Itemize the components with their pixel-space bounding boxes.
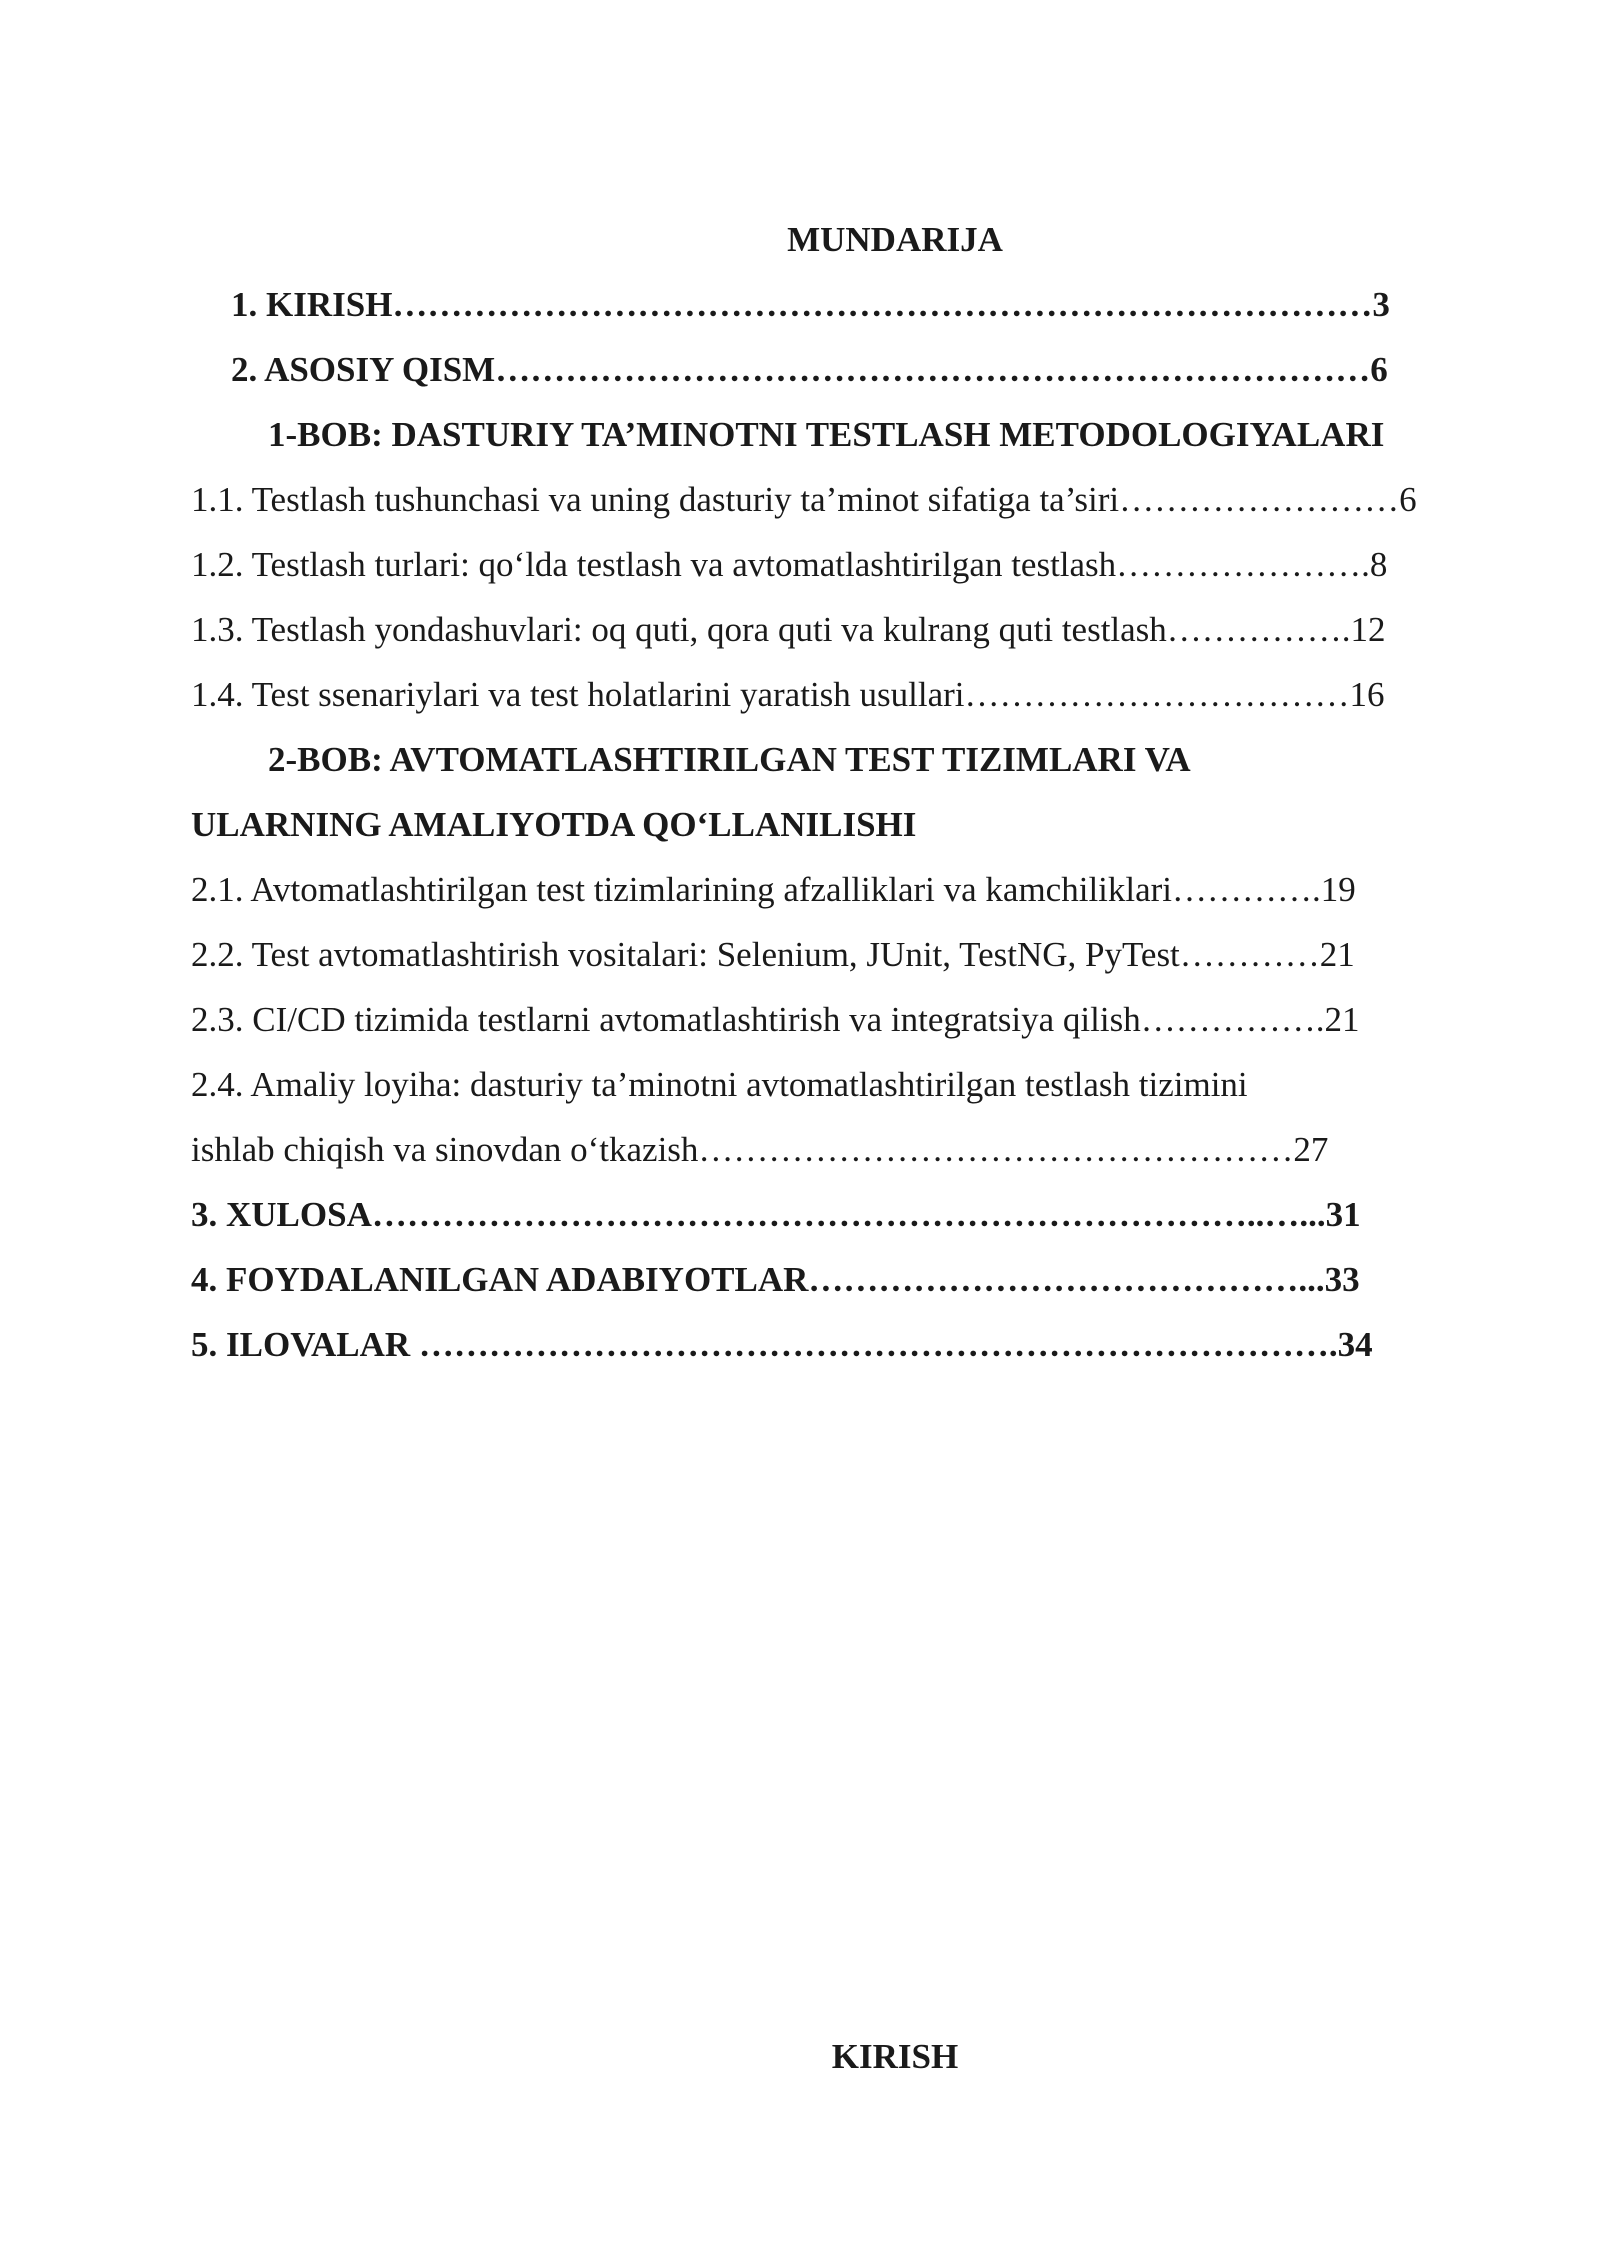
toc-chapter-2-heading-cont: ULARNING AMALIYOTDA QO‘LLANILISHI [191, 805, 917, 844]
toc-entry-kirish: 1. KIRISH…………………………………………………………………………3 [231, 285, 1390, 324]
toc-entry-1-1: 1.1. Testlash tushunchasi va uning dasturiy ta’minot sifatiga ta’siri……………………6 [191, 480, 1417, 519]
toc-entry-1-2: 1.2. Testlash turlari: qo‘lda testlash va avtomatlashtirilgan testlash………………….8 [191, 545, 1388, 584]
toc-chapter-1-heading: 1-BOB: DASTURIY TA’MINOTNI TESTLASH METODOLOGIYALARI [268, 415, 1385, 454]
toc-title: MUNDARIJA [787, 220, 1003, 259]
toc-entry-2-4-cont: ishlab chiqish va sinovdan o‘tkazish……………………………………………27 [191, 1130, 1329, 1169]
toc-entry-2-2: 2.2. Test avtomatlashtirish vositalari: Selenium, JUnit, TestNG, PyTest…………21 [191, 935, 1355, 974]
toc-entry-asosiy-qism: 2. ASOSIY QISM…………………………………………………………………6 [231, 350, 1388, 389]
section-heading-kirish: KIRISH [831, 2037, 959, 2076]
toc-entry-2-3: 2.3. CI/CD tizimida testlarni avtomatlashtirish va integratsiya qilish…………….21 [191, 1000, 1360, 1039]
toc-entry-2-1: 2.1. Avtomatlashtirilgan test tizimlarining afzalliklari va kamchiliklari………….19 [191, 870, 1356, 909]
toc-chapter-2-heading: 2-BOB: AVTOMATLASHTIRILGAN TEST TIZIMLARI VA [268, 740, 1191, 779]
toc-entry-adabiyotlar: 4. FOYDALANILGAN ADABIYOTLAR……………………………………...33 [191, 1260, 1360, 1299]
toc-entry-ilovalar: 5. ILOVALAR …………………………………………………………………….34 [191, 1325, 1373, 1364]
toc-entry-2-4: 2.4. Amaliy loyiha: dasturiy ta’minotni avtomatlashtirilgan testlash tizimini [191, 1065, 1248, 1104]
toc-entry-xulosa: 3. XULOSA…………………………………………………………………..…...31 [191, 1195, 1361, 1234]
toc-entry-1-3: 1.3. Testlash yondashuvlari: oq quti, qora quti va kulrang quti testlash…………….12 [191, 610, 1386, 649]
toc-entry-1-4: 1.4. Test ssenariylari va test holatlarini yaratish usullari……………………………16 [191, 675, 1385, 714]
